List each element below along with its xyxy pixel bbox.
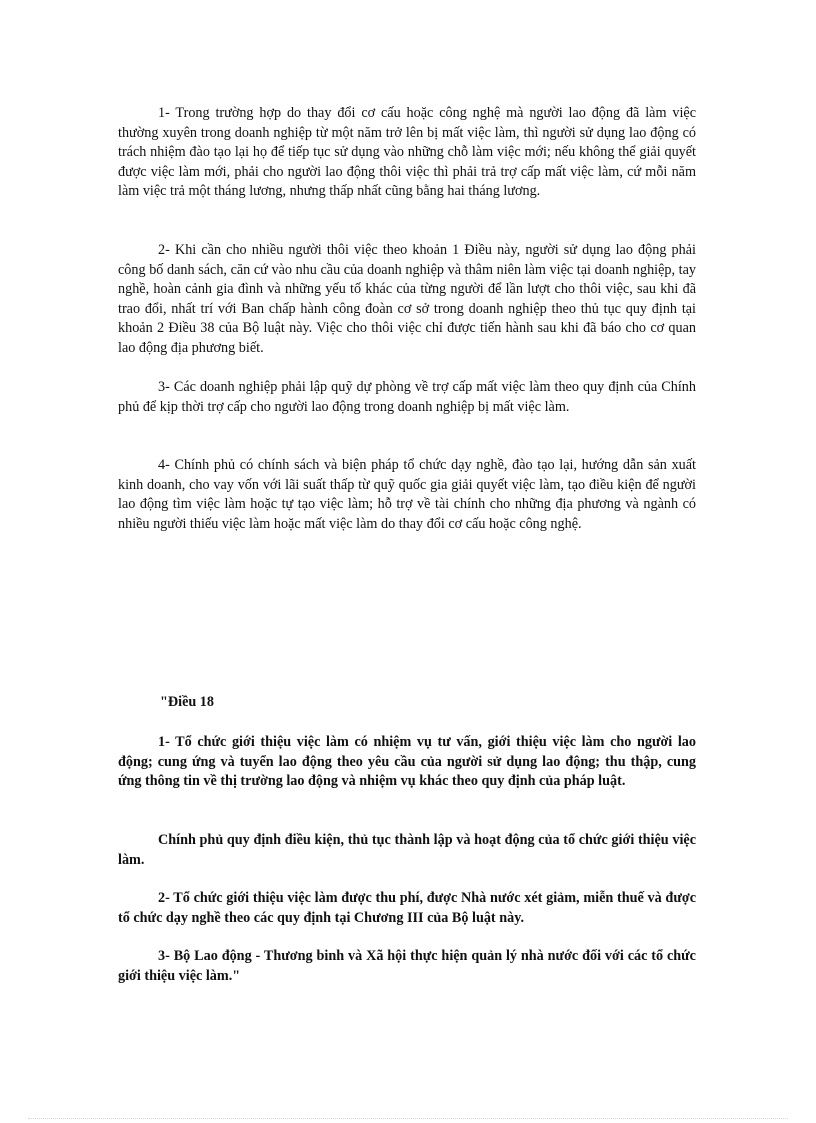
paragraph-severance-reserve-fund: 3- Các doanh nghiệp phải lập quỹ dự phòng về trợ cấp mất việc làm theo quy định của Chính phủ để kịp thời trợ cấp cho người lao động trong doanh nghiệp bị mất việc làm. bbox=[118, 379, 696, 415]
paragraph-ministry-management: 3- Bộ Lao động - Thương binh và Xã hội thực hiện quản lý nhà nước đối với các tổ chức giới thiệu việc làm." bbox=[118, 948, 696, 984]
paragraph-government-vocational-policy: 4- Chính phủ có chính sách và biện pháp tổ chức dạy nghề, đào tạo lại, hướng dẫn sản xuất kinh doanh, cho vay vốn với lãi suất thấp từ quỹ quốc gia giải quyết việc làm, tạo điều kiện để người lao động tìm việc làm hoặc tự tạo việc làm; hỗ trợ về tài chính cho những địa phương và ngành có nhiều người thiếu việc làm hoặc mất việc làm do thay đổi cơ cấu hoặc công nghệ. bbox=[118, 457, 696, 532]
paragraph-termination-retraining: 1- Trong trường hợp do thay đổi cơ cấu hoặc công nghệ mà người lao động đã làm việc thường xuyên trong doanh nghiệp từ một năm trở lên bị mất việc làm, thì người sử dụng lao động có trách nhiệm đào tạo lại họ để tiếp tục sử dụng vào những chỗ làm việc mới; nếu không thể giải quyết được việc làm mới, phải cho người lao động thôi việc thì phải trả trợ cấp mất việc làm, cứ mỗi năm làm việc trả một tháng lương, nhưng thấp nhất cũng bằng hai tháng lương. bbox=[118, 105, 696, 200]
paragraph-mass-layoff-procedure: 2- Khi cần cho nhiều người thôi việc theo khoản 1 Điều này, người sử dụng lao động phải công bố danh sách, căn cứ vào nhu cầu của doanh nghiệp và thâm niên làm việc tại doanh nghiệp, tay nghề, hoàn cảnh gia đình và những yếu tố khác của từng người để lần lượt cho thôi việc, sau khi đã trao đổi, nhất trí với Ban chấp hành công đoàn cơ sở trong doanh nghiệp theo thủ tục quy định tại khoản 2 Điều 38 của Bộ luật này. Việc cho thôi việc chỉ được tiến hành sau khi đã báo cho cơ quan lao động địa phương biết. bbox=[118, 242, 696, 356]
paragraph-service-fees-tax: 2- Tổ chức giới thiệu việc làm được thu phí, được Nhà nước xét giảm, miễn thuế và được tổ chức dạy nghề theo các quy định tại Chương III của Bộ luật này. bbox=[118, 890, 696, 926]
paragraph-employment-service-duties: 1- Tổ chức giới thiệu việc làm có nhiệm vụ tư vấn, giới thiệu việc làm cho người lao động; cung ứng và tuyển lao động theo yêu cầu của người sử dụng lao động; thu thập, cung ứng thông tin về thị trường lao động và nhiệm vụ khác theo quy định của pháp luật. bbox=[118, 734, 696, 790]
page-bottom-divider bbox=[28, 1118, 788, 1119]
paragraph-government-establishment-rules: Chính phủ quy định điều kiện, thủ tục thành lập và hoạt động của tổ chức giới thiệu việc làm. bbox=[118, 832, 696, 868]
article-18-heading: "Điều 18 bbox=[160, 694, 214, 710]
